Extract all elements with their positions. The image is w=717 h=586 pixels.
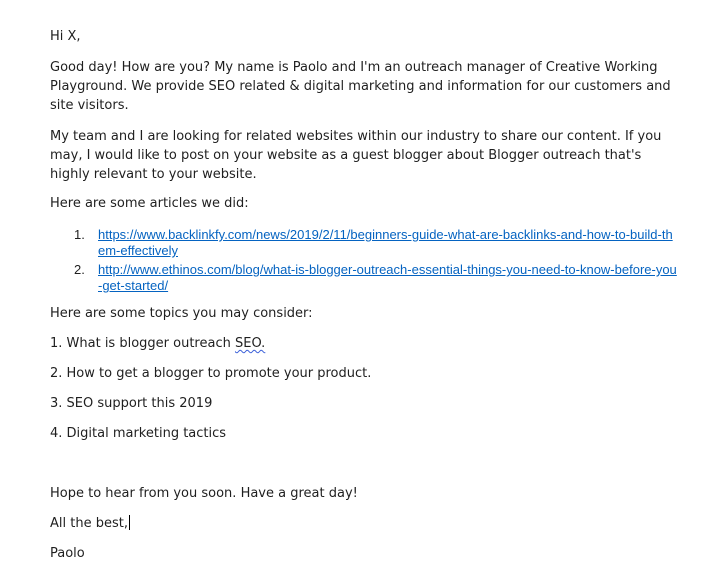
request-paragraph: My team and I are looking for related websites within our industry to share our content. If you may, I would like to post on your website as a guest blogger about Blogger outreach that's highly relevant to your website. bbox=[50, 129, 662, 182]
topic-item bbox=[50, 334, 680, 353]
topic-item: 2. How to get a blogger to promote your product. bbox=[50, 366, 372, 381]
article-number: 2. bbox=[74, 262, 85, 277]
sign-off bbox=[50, 514, 680, 533]
article-number: 1. bbox=[74, 227, 85, 242]
topic-text: 1. What is blogger outreach bbox=[50, 336, 235, 351]
intro-paragraph: Good day! How are you? My name is Paolo and I'm an outreach manager of Creative Working Playground. We provide SEO related & digital marketing and information for our customers and site visitors. bbox=[50, 60, 671, 113]
article-link[interactable]: https://www.backlinkfy.com/news/2019/2/11/beginners-guide-what-are-backlinks-and-how-to-build-them-effectively bbox=[98, 227, 673, 258]
topic-item: 4. Digital marketing tactics bbox=[50, 426, 227, 441]
greeting-line: Hi X, bbox=[50, 29, 81, 44]
sign-off-text: All the best, bbox=[50, 516, 128, 531]
article-link[interactable]: http://www.ethinos.com/blog/what-is-blogger-outreach-essential-things-you-need-to-know-before-you-get-started/ bbox=[98, 262, 677, 293]
topics-heading: Here are some topics you may consider: bbox=[50, 306, 313, 321]
articles-heading: Here are some articles we did: bbox=[50, 196, 249, 211]
text-cursor bbox=[129, 515, 130, 530]
closing-line: Hope to hear from you soon. Have a great day! bbox=[50, 486, 358, 501]
signature: Paolo bbox=[50, 546, 85, 561]
topic-item: 3. SEO support this 2019 bbox=[50, 396, 213, 411]
spellcheck-flagged-word[interactable]: SEO. bbox=[234, 336, 266, 351]
